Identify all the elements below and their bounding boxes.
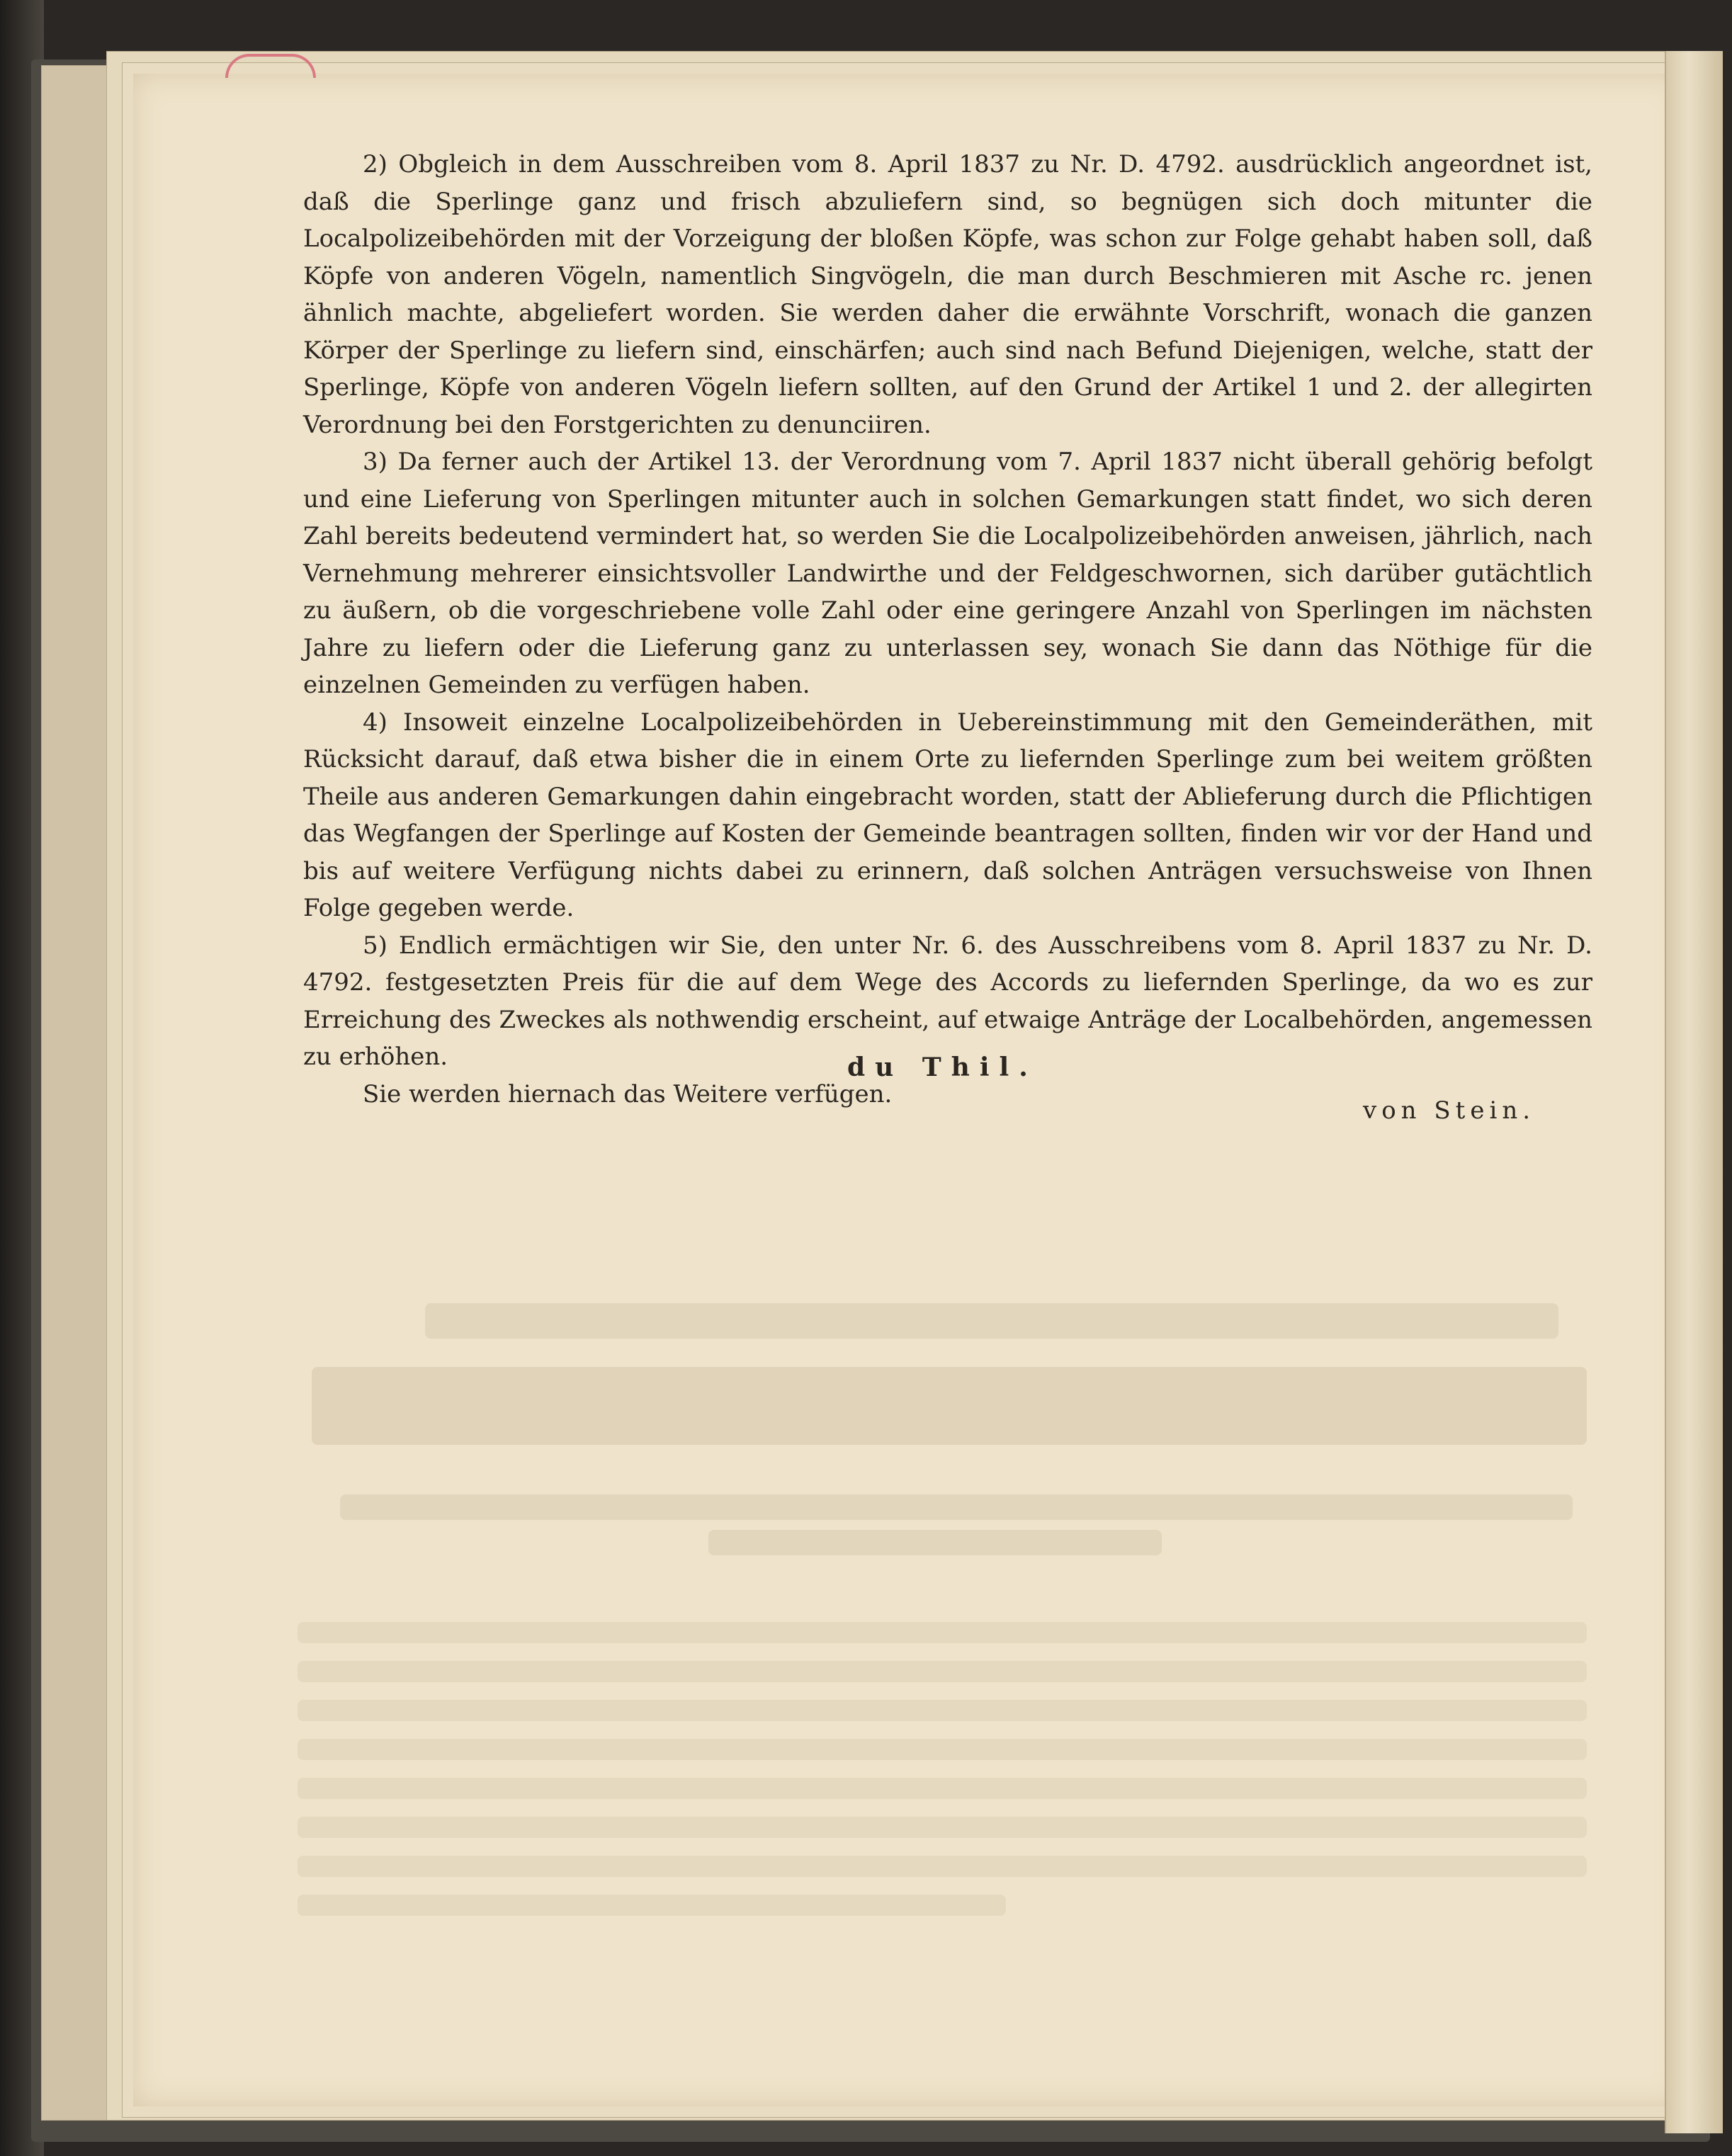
paragraph-5: 5) Endlich ermächtigen wir Sie, den unter Nr. 6. des Ausschreibens vom 8. April 1837 zu Nr. D. 4792. festgesetzten Preis für die auf dem Wege des Accords zu liefernden Sperlinge, da wo es zur Erreichung des Zweckes als nothwendig erscheint, auf etwaige Anträge der Localbehörden, angemessen zu erhöhen.: [303, 931, 1592, 1071]
paragraph-2: 2) Obgleich in dem Ausschreiben vom 8. April 1837 zu Nr. D. 4792. ausdrücklich angeordnet ist, daß die Sperlinge ganz und frisch abzuliefern sind, so begnügen sich doch mitunter die Localpolizeibehörden mit der Vorzeigung der bloßen Köpfe, was schon zur Folge gehabt haben soll, daß Köpfe von anderen Vögeln, namentlich Singvögeln, die man durch Beschmieren mit Asche rc. jenen ähnlich machte, abgeliefert worden. Sie werden daher die erwähnte Vorschrift, wonach die ganzen Körper der Sperlinge zu liefern sind, einschärfen; auch sind nach Befund Diejenigen, welche, statt der Sperlinge, Köpfe von anderen Vögeln liefern sollten, auf den Grund der Artikel 1 und 2. der allegirten Verordnung bei den Forstgerichten zu denunciiren.: [303, 150, 1592, 439]
show-through-shading: [298, 1700, 1587, 1721]
show-through-shading: [298, 1661, 1587, 1682]
paragraph-3: 3) Da ferner auch der Artikel 13. der Verordnung vom 7. April 1837 nicht überall gehörig befolgt und eine Lieferung von Sperlingen mitunter auch in solchen Gemarkungen statt findet, wo sich deren Zahl bereits bedeutend vermindert hat, so werden Sie die Localpolizeibehörden anweisen, jährlich, nach Vernehmung mehrerer einsichtsvoller Landwirthe und der Feldgeschwornen, sich darüber gutächtlich zu äußern, ob die vorgeschriebene volle Zahl oder eine geringere Anzahl von Sperlingen im nächsten Jahre zu liefern oder die Lieferung ganz zu unterlassen sey, wonach Sie dann das Nöthige für die einzelnen Gemeinden zu verfügen haben.: [303, 448, 1592, 699]
paragraph-4: 4) Insoweit einzelne Localpolizeibehörden in Uebereinstimmung mit den Gemeinderäthen, mit Rücksicht darauf, daß etwa bisher die in einem Orte zu liefernden Sperlinge zum bei weitem größten Theile aus anderen Gemarkungen dahin eingebracht worden, statt der Ablieferung durch die Pflichtigen das Wegfangen der Sperlinge auf Kosten der Gemeinde beantragen sollten, finden wir vor der Hand und bis auf weitere Verfügung nichts dabei zu erinnern, daß solchen Anträgen versuchsweise von Ihnen Folge gegeben werde.: [303, 708, 1592, 922]
show-through-shading: [298, 1817, 1587, 1838]
closing-line: Sie werden hiernach das Weitere verfügen.: [363, 1079, 893, 1108]
show-through-shading: [298, 1856, 1587, 1877]
show-through-shading: [425, 1303, 1558, 1339]
library-stamp-mark: [225, 54, 316, 78]
show-through-shading: [298, 1622, 1587, 1643]
show-through-shading: [298, 1778, 1587, 1799]
signature-du-thil: du Thil.: [847, 1053, 1038, 1082]
show-through-shading: [312, 1367, 1587, 1445]
facing-page-edge: [1665, 51, 1723, 2133]
show-through-shading: [340, 1494, 1573, 1520]
signature-von-stein: von Stein.: [1363, 1096, 1536, 1125]
document-body: [303, 146, 1592, 1113]
show-through-shading: [298, 1895, 1006, 1916]
show-through-shading: [708, 1530, 1162, 1555]
show-through-shading: [298, 1739, 1587, 1760]
